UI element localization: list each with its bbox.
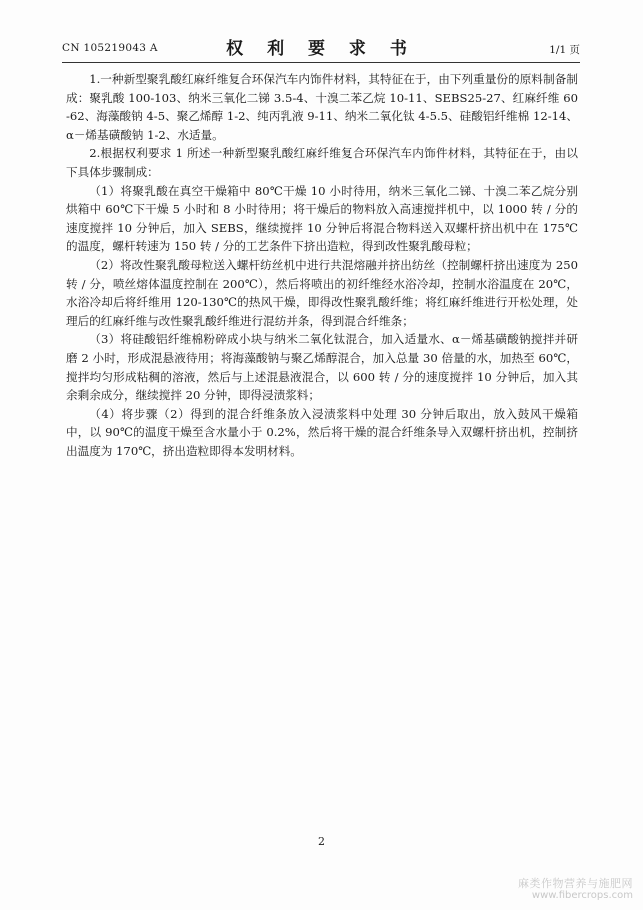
document-title: 权 利 要 求 书 <box>226 39 416 59</box>
publication-number: CN 105219043 A <box>62 42 158 54</box>
claim-2-step-3: （3）将硅酸铝纤维棉粉碎成小块与纳米二氧化钛混合，加入适量水、α－烯基磺酸钠搅拌并研磨 2 小时，形成混悬液待用；将海藻酸钠与聚乙烯醇混合，加入总量 30 倍量的水，加热至 60℃，搅拌均匀形成粘稠的溶液，然后与上述混悬液混合，以 600 转 / 分的速度搅拌 10 分钟后，加入其余剩余成分，继续搅拌 20 分钟，即得浸渍浆料； <box>66 332 578 403</box>
claim-2: 2.根据权利要求 1 所述一种新型聚乳酸红麻纤维复合环保汽车内饰件材料，其特征在于，由以下具体步骤制成： <box>66 146 578 179</box>
claim-1: 1.一种新型聚乳酸红麻纤维复合环保汽车内饰件材料，其特征在于，由下列重量份的原料制备制成：聚乳酸 100-103、纳米三氧化二锑 3.5-4、十溴二苯乙烷 10-11、SEBS25-27、红麻纤维 60-62、海藻酸钠 4-5、聚乙烯醇 1-2、纯丙乳液 9-11、纳米二氧化钛 4-5.5、硅酸铝纤维棉 12-14、α－烯基磺酸钠 1-2、水适量。 <box>66 72 578 142</box>
claims-body <box>66 70 578 460</box>
header-divider <box>62 62 580 63</box>
claim-2-step-1: （1）将聚乳酸在真空干燥箱中 80℃干燥 10 小时待用，纳米三氧化二锑、十溴二苯乙烷分别烘箱中 60℃下干燥 5 小时和 8 小时待用；将干燥后的物料放入高速搅拌机中，以 1000 转 / 分的速度搅拌 10 分钟后，加入 SEBS，继续搅拌 10 分钟后将混合物料送入双螺杆挤出机中在 175℃的温度，螺杆转速为 150 转 / 分的工艺条件下挤出造粒，得到改性聚乳酸母粒； <box>66 183 578 254</box>
site-watermark <box>518 878 633 902</box>
claim-2-step-4: （4）将步骤（2）得到的混合纤维条放入浸渍浆料中处理 30 分钟后取出，放入鼓风干燥箱中，以 90℃的温度干燥至含水量小于 0.2%，然后将干燥的混合纤维条导入双螺杆挤出机，控制挤出温度为 170℃，挤出造粒即得本发明材料。 <box>66 406 578 458</box>
watermark-site-name: 麻类作物营养与施肥网 <box>518 877 633 890</box>
claim-2-step-2: （2）将改性聚乳酸母粒送入螺杆纺丝机中进行共混熔融并挤出纺丝（控制螺杆挤出速度为 250 转 / 分，喷丝熔体温度控制在 200℃），然后将喷出的初纤维经水浴冷却，控制水浴温度在 20℃，水浴冷却后将纤维用 120-130℃的热风干燥，即得改性聚乳酸纤维；将红麻纤维进行开松处理，处理后的红麻纤维与改性聚乳酸纤维进行混纺并条，得到混合纤维条； <box>66 257 578 328</box>
watermark-url: www.fibercrops.com <box>531 890 633 901</box>
page-number: 2 <box>318 835 325 848</box>
page-header <box>62 34 580 60</box>
page-count: 1/1 页 <box>549 44 580 56</box>
